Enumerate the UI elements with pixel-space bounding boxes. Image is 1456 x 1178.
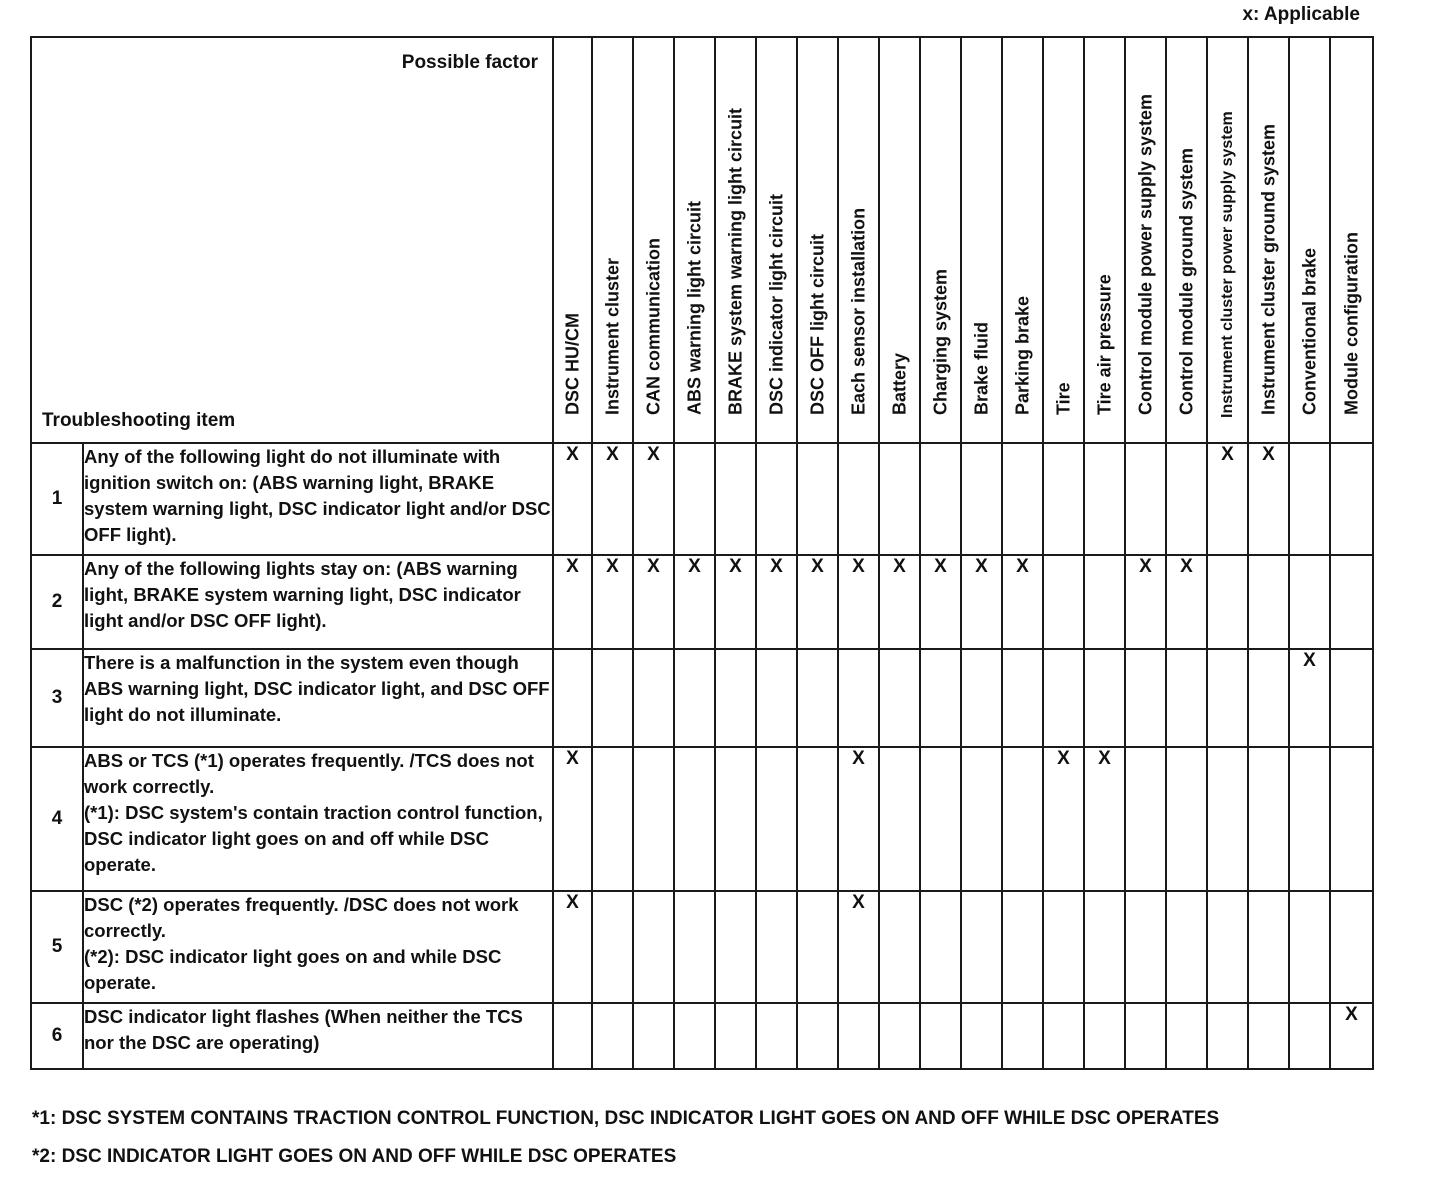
applicability-mark — [756, 891, 797, 1003]
troubleshooting-row — [31, 1003, 1373, 1069]
applicability-mark: X — [920, 555, 961, 649]
applicability-mark — [756, 747, 797, 891]
applicability-mark — [961, 649, 1002, 747]
troubleshooting-row — [31, 891, 1373, 1003]
applicability-mark — [1330, 649, 1373, 747]
column-header-label: Instrument cluster — [602, 257, 622, 415]
applicability-mark — [1084, 555, 1125, 649]
applicability-mark — [920, 443, 961, 555]
applicability-mark — [1125, 891, 1166, 1003]
applicability-mark — [961, 1003, 1002, 1069]
applicability-mark — [1043, 555, 1084, 649]
applicability-mark: X — [1002, 555, 1043, 649]
applicability-mark — [1084, 443, 1125, 555]
column-header-label: Module configuration — [1341, 232, 1361, 415]
applicability-mark — [1330, 747, 1373, 891]
applicability-mark — [920, 891, 961, 1003]
column-header-label: Tire — [1053, 382, 1073, 415]
row-number: 2 — [31, 555, 83, 649]
column-header-label: Charging system — [930, 268, 950, 415]
applicability-mark: X — [674, 555, 715, 649]
column-header — [920, 37, 961, 443]
column-header-label: CAN communication — [643, 237, 663, 415]
column-header — [1084, 37, 1125, 443]
applicability-mark — [715, 747, 756, 891]
row-description: Any of the following light do not illuminate with ignition switch on: (ABS warning light, BRAKE system warning light, DSC indicator light and/or DSC OFF light). — [83, 443, 553, 555]
applicability-mark: X — [838, 891, 879, 1003]
column-header-label: DSC indicator light circuit — [766, 193, 786, 415]
header-row — [31, 37, 1373, 443]
row-number: 1 — [31, 443, 83, 555]
applicability-mark — [1207, 747, 1248, 891]
applicability-mark — [1248, 1003, 1289, 1069]
footnote: *1: DSC SYSTEM CONTAINS TRACTION CONTROL FUNCTION, DSC INDICATOR LIGHT GOES ON AND OFF WHILE DSC OPERATES — [32, 1108, 1220, 1129]
applicability-mark: X — [1207, 443, 1248, 555]
column-header — [592, 37, 633, 443]
applicability-mark — [1084, 649, 1125, 747]
column-header-label: Conventional brake — [1299, 247, 1319, 415]
row-description: ABS or TCS (*1) operates frequently. /TCS does not work correctly. (*1): DSC system's contain traction control function, DSC indicator light goes on and off while DSC operate. — [83, 747, 553, 891]
column-header-label: Brake fluid — [971, 321, 991, 415]
applicability-mark: X — [592, 443, 633, 555]
applicability-mark — [1207, 649, 1248, 747]
applicability-mark — [1043, 1003, 1084, 1069]
applicability-mark — [1289, 1003, 1330, 1069]
applicability-mark — [1043, 891, 1084, 1003]
column-header — [1002, 37, 1043, 443]
applicability-mark — [715, 891, 756, 1003]
column-header-label: Each sensor installation — [848, 207, 868, 415]
applicability-mark — [1166, 891, 1207, 1003]
applicability-mark — [879, 1003, 920, 1069]
applicability-mark: X — [797, 555, 838, 649]
applicability-mark — [1330, 555, 1373, 649]
column-header — [1125, 37, 1166, 443]
applicability-mark — [1002, 747, 1043, 891]
row-number: 6 — [31, 1003, 83, 1069]
applicability-mark — [1166, 649, 1207, 747]
column-header — [756, 37, 797, 443]
applicability-mark — [1125, 1003, 1166, 1069]
troubleshooting-rows — [31, 443, 1373, 1069]
applicability-mark — [1248, 555, 1289, 649]
troubleshooting-row — [31, 555, 1373, 649]
troubleshooting-row — [31, 747, 1373, 891]
applicability-mark — [920, 1003, 961, 1069]
applicability-mark — [715, 1003, 756, 1069]
applicability-mark — [1002, 649, 1043, 747]
column-header-label: BRAKE system warning light circuit — [725, 107, 745, 415]
column-header-label: Control module ground system — [1176, 147, 1196, 415]
column-header-label: ABS warning light circuit — [684, 200, 704, 415]
footnote: *2: DSC INDICATOR LIGHT GOES ON AND OFF WHILE DSC OPERATES — [32, 1146, 677, 1167]
troubleshooting-matrix — [30, 36, 1374, 1070]
applicability-mark — [961, 443, 1002, 555]
applicability-mark — [920, 747, 961, 891]
column-header-label: Instrument cluster power supply system — [1218, 111, 1236, 418]
applicability-mark — [674, 747, 715, 891]
applicability-mark — [1248, 891, 1289, 1003]
applicability-mark: X — [633, 443, 674, 555]
applicability-mark — [1248, 649, 1289, 747]
column-header — [1166, 37, 1207, 443]
applicability-mark — [592, 747, 633, 891]
applicability-mark — [879, 443, 920, 555]
applicability-mark — [879, 891, 920, 1003]
applicability-mark — [1289, 443, 1330, 555]
applicability-mark: X — [1248, 443, 1289, 555]
applicability-mark — [633, 1003, 674, 1069]
applicability-mark — [715, 649, 756, 747]
column-header-label: Control module power supply system — [1135, 93, 1155, 415]
applicability-mark: X — [553, 555, 592, 649]
applicability-mark — [1330, 891, 1373, 1003]
applicability-mark — [553, 1003, 592, 1069]
applicability-mark — [1002, 1003, 1043, 1069]
applicability-mark — [674, 1003, 715, 1069]
applicability-mark — [879, 649, 920, 747]
applicability-mark — [797, 443, 838, 555]
applicability-mark — [797, 1003, 838, 1069]
applicability-mark: X — [1043, 747, 1084, 891]
applicability-mark — [633, 747, 674, 891]
troubleshooting-row — [31, 649, 1373, 747]
applicability-mark — [592, 1003, 633, 1069]
column-header-label: Instrument cluster ground system — [1258, 123, 1278, 415]
applicability-mark — [1002, 443, 1043, 555]
applicability-mark — [1248, 747, 1289, 891]
applicability-mark: X — [1166, 555, 1207, 649]
applicability-mark: X — [553, 443, 592, 555]
column-header — [1330, 37, 1373, 443]
applicability-mark: X — [879, 555, 920, 649]
row-description: There is a malfunction in the system even though ABS warning light, DSC indicator light, and DSC OFF light do not illuminate. — [83, 649, 553, 747]
column-header — [961, 37, 1002, 443]
applicability-mark: X — [838, 555, 879, 649]
applicability-mark — [1330, 443, 1373, 555]
applicability-mark — [756, 1003, 797, 1069]
applicability-mark: X — [553, 747, 592, 891]
applicability-mark — [1084, 891, 1125, 1003]
applicability-mark — [797, 891, 838, 1003]
applicability-mark — [1084, 1003, 1125, 1069]
applicable-legend: x: Applicable — [1242, 4, 1360, 25]
applicability-mark — [633, 891, 674, 1003]
applicability-mark: X — [715, 555, 756, 649]
column-header-label: Parking brake — [1012, 295, 1032, 415]
applicability-mark — [756, 443, 797, 555]
row-number: 4 — [31, 747, 83, 891]
applicability-mark — [674, 649, 715, 747]
applicability-mark — [920, 649, 961, 747]
column-header — [553, 37, 592, 443]
applicability-mark — [553, 649, 592, 747]
applicability-mark: X — [1084, 747, 1125, 891]
applicability-mark — [838, 443, 879, 555]
column-header — [1043, 37, 1084, 443]
applicability-mark — [1125, 649, 1166, 747]
applicability-mark — [879, 747, 920, 891]
column-header — [1248, 37, 1289, 443]
applicability-mark — [1125, 443, 1166, 555]
footnotes — [32, 1100, 1219, 1176]
column-header — [633, 37, 674, 443]
row-description: Any of the following lights stay on: (ABS warning light, BRAKE system warning light, DSC indicator light and/or DSC OFF light). — [83, 555, 553, 649]
applicability-mark — [1043, 443, 1084, 555]
applicability-mark — [1002, 891, 1043, 1003]
applicability-mark — [592, 649, 633, 747]
column-header — [879, 37, 920, 443]
applicability-mark — [1289, 747, 1330, 891]
applicability-mark: X — [838, 747, 879, 891]
column-header — [838, 37, 879, 443]
row-number: 3 — [31, 649, 83, 747]
column-header-label: Battery — [889, 352, 909, 415]
applicability-mark — [633, 649, 674, 747]
column-header — [715, 37, 756, 443]
possible-factor-label: Possible factor — [401, 52, 538, 73]
applicability-mark — [961, 747, 1002, 891]
applicability-mark: X — [592, 555, 633, 649]
applicability-mark: X — [756, 555, 797, 649]
applicability-mark — [797, 649, 838, 747]
applicability-mark: X — [961, 555, 1002, 649]
applicability-mark — [1207, 891, 1248, 1003]
applicability-mark — [1043, 649, 1084, 747]
applicability-mark — [756, 649, 797, 747]
column-header — [1207, 37, 1248, 443]
applicability-mark: X — [1125, 555, 1166, 649]
header-corner-cell — [31, 37, 553, 443]
applicability-mark — [838, 649, 879, 747]
row-number: 5 — [31, 891, 83, 1003]
applicability-mark — [1289, 555, 1330, 649]
troubleshooting-item-label: Troubleshooting item — [42, 410, 236, 431]
applicability-mark — [838, 1003, 879, 1069]
column-header — [674, 37, 715, 443]
applicability-mark: X — [1289, 649, 1330, 747]
applicability-mark — [674, 891, 715, 1003]
applicability-mark — [1166, 747, 1207, 891]
applicability-mark — [1207, 1003, 1248, 1069]
applicability-mark — [674, 443, 715, 555]
column-header-label: DSC OFF light circuit — [807, 233, 827, 415]
row-description: DSC (*2) operates frequently. /DSC does not work correctly. (*2): DSC indicator light goes on and while DSC operate. — [83, 891, 553, 1003]
row-description: DSC indicator light flashes (When neither the TCS nor the DSC are operating) — [83, 1003, 553, 1069]
applicability-mark: X — [1330, 1003, 1373, 1069]
applicability-mark — [961, 891, 1002, 1003]
applicability-mark — [1166, 443, 1207, 555]
applicability-mark — [715, 443, 756, 555]
applicability-mark — [1166, 1003, 1207, 1069]
applicability-mark: X — [633, 555, 674, 649]
applicability-mark: X — [553, 891, 592, 1003]
troubleshooting-row — [31, 443, 1373, 555]
applicability-mark — [1289, 891, 1330, 1003]
applicability-mark — [1207, 555, 1248, 649]
column-header — [1289, 37, 1330, 443]
applicability-mark — [1125, 747, 1166, 891]
applicability-mark — [592, 891, 633, 1003]
column-header-label: DSC HU/CM — [562, 313, 582, 415]
column-header — [797, 37, 838, 443]
applicability-mark — [797, 747, 838, 891]
column-header-label: Tire air pressure — [1094, 274, 1114, 415]
